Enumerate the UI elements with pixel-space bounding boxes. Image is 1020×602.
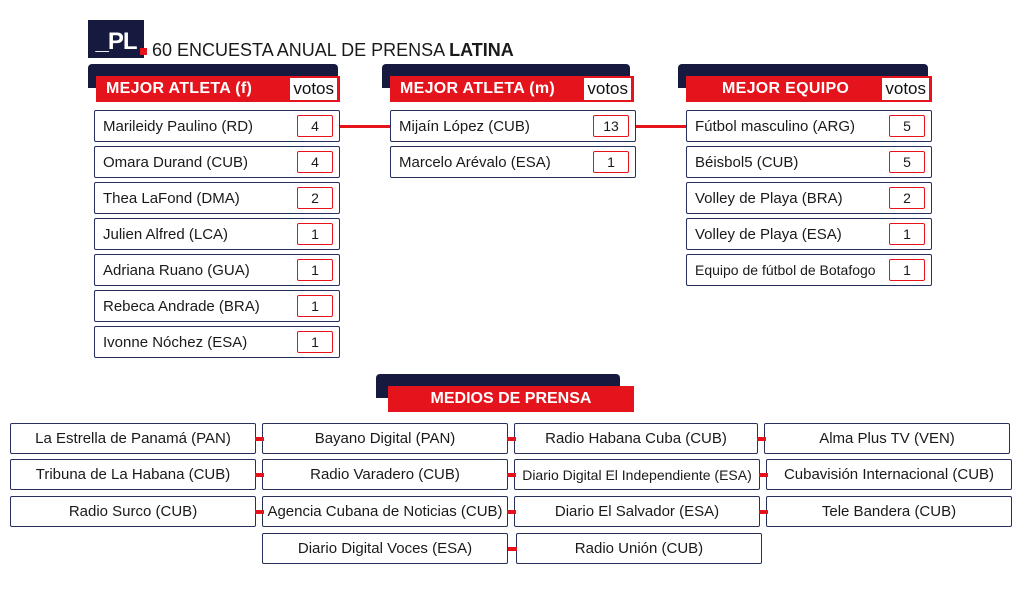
vote-count: 5: [889, 151, 925, 173]
section-f-list: [94, 110, 340, 358]
title-prefix: 60 ENCUESTA ANUAL DE PRENSA: [152, 40, 445, 60]
media-name: Radio Surco (CUB): [68, 503, 198, 520]
section-f-title: MEJOR ATLETA (f): [106, 80, 253, 97]
list-item[interactable]: [94, 218, 340, 250]
media-item[interactable]: [766, 496, 1012, 527]
media-item[interactable]: [262, 496, 508, 527]
media-item[interactable]: [262, 533, 508, 564]
list-item[interactable]: [686, 182, 932, 214]
media-name: Cubavisión Internacional (CUB): [783, 466, 995, 483]
media-name: Radio Varadero (CUB): [310, 466, 460, 483]
item-name: Béisbol5 (CUB): [695, 153, 799, 171]
media-connector: [507, 437, 516, 441]
section-team-header: [686, 76, 932, 102]
media-connector: [759, 510, 768, 514]
media-item[interactable]: [262, 423, 508, 454]
media-name: Tele Bandera (CUB): [821, 503, 957, 520]
media-name: Alma Plus TV (VEN): [819, 430, 955, 447]
section-m-header: [390, 76, 634, 102]
vote-count: 1: [593, 151, 629, 173]
item-name: Mijaín López (CUB): [399, 117, 530, 135]
item-name: Ivonne Nóchez (ESA): [103, 333, 248, 351]
media-item[interactable]: [764, 423, 1010, 454]
media-item[interactable]: [766, 459, 1012, 490]
logo-dot: [140, 48, 147, 55]
media-name: Diario Digital Voces (ESA): [297, 540, 473, 557]
media-name: Bayano Digital (PAN): [314, 430, 456, 447]
media-item[interactable]: [516, 533, 762, 564]
vote-count: 2: [889, 187, 925, 209]
list-item[interactable]: [94, 326, 340, 358]
section-team-votes-label: votos: [882, 78, 929, 100]
media-connector: [507, 510, 516, 514]
media-connector: [507, 473, 516, 477]
list-item[interactable]: [94, 110, 340, 142]
media-name: Radio Habana Cuba (CUB): [545, 430, 727, 447]
item-name: Volley de Playa (BRA): [695, 189, 843, 207]
list-item[interactable]: [686, 110, 932, 142]
media-connector: [759, 473, 768, 477]
vote-count: 1: [297, 331, 333, 353]
vote-count: 4: [297, 115, 333, 137]
section-team-title: MEJOR EQUIPO: [722, 80, 850, 97]
page-title: [152, 40, 514, 61]
list-item[interactable]: [390, 110, 636, 142]
item-name: Marileidy Paulino (RD): [103, 117, 254, 135]
media-connector: [255, 473, 264, 477]
media-item[interactable]: [514, 459, 760, 490]
vote-count: 1: [297, 223, 333, 245]
vote-count: 13: [593, 115, 629, 137]
section-f-header: [96, 76, 340, 102]
media-name: Agencia Cubana de Noticias (CUB): [267, 503, 503, 520]
list-item[interactable]: [686, 254, 932, 286]
media-item[interactable]: [262, 459, 508, 490]
list-item[interactable]: [390, 146, 636, 178]
media-item[interactable]: [10, 423, 256, 454]
media-header: [388, 386, 634, 412]
list-item[interactable]: [94, 290, 340, 322]
pl-logo: _PL: [88, 20, 144, 58]
media-connector: [255, 510, 264, 514]
item-name: Fútbol masculino (ARG): [695, 117, 856, 135]
item-name: Julien Alfred (LCA): [103, 225, 229, 243]
media-name: Diario El Salvador (ESA): [554, 503, 720, 520]
media-name: Radio Unión (CUB): [574, 540, 704, 557]
vote-count: 2: [297, 187, 333, 209]
vote-count: 5: [889, 115, 925, 137]
item-name: Equipo de fútbol de Botafogo: [695, 262, 876, 278]
section-team-list: [686, 110, 932, 286]
media-title: MEDIOS DE PRENSA: [430, 390, 592, 407]
vote-count: 1: [889, 223, 925, 245]
media-connector: [757, 437, 766, 441]
media-item[interactable]: [10, 496, 256, 527]
list-item[interactable]: [686, 146, 932, 178]
item-name: Adriana Ruano (GUA): [103, 261, 250, 279]
list-item[interactable]: [94, 254, 340, 286]
section-m-list: [390, 110, 636, 178]
item-name: Omara Durand (CUB): [103, 153, 249, 171]
section-f-votes-label: votos: [290, 78, 337, 100]
media-item[interactable]: [10, 459, 256, 490]
media-connector: [255, 437, 264, 441]
connector-m-team: [636, 125, 686, 128]
title-bold: LATINA: [449, 40, 514, 60]
item-name: Marcelo Arévalo (ESA): [399, 153, 551, 171]
media-item[interactable]: [514, 423, 758, 454]
vote-count: 1: [297, 295, 333, 317]
vote-count: 1: [297, 259, 333, 281]
connector-f-m: [340, 125, 390, 128]
media-name: Tribuna de La Habana (CUB): [35, 466, 231, 483]
section-m-votes-label: votos: [584, 78, 631, 100]
list-item[interactable]: [686, 218, 932, 250]
list-item[interactable]: [94, 182, 340, 214]
item-name: Rebeca Andrade (BRA): [103, 297, 260, 315]
item-name: Thea LaFond (DMA): [103, 189, 240, 207]
media-name: Diario Digital El Independiente (ESA): [522, 466, 752, 483]
media-connector: [508, 547, 517, 551]
media-name: La Estrella de Panamá (PAN): [35, 430, 231, 447]
vote-count: 1: [889, 259, 925, 281]
section-m-title: MEJOR ATLETA (m): [400, 80, 556, 97]
media-item[interactable]: [514, 496, 760, 527]
item-name: Volley de Playa (ESA): [695, 225, 842, 243]
vote-count: 4: [297, 151, 333, 173]
list-item[interactable]: [94, 146, 340, 178]
